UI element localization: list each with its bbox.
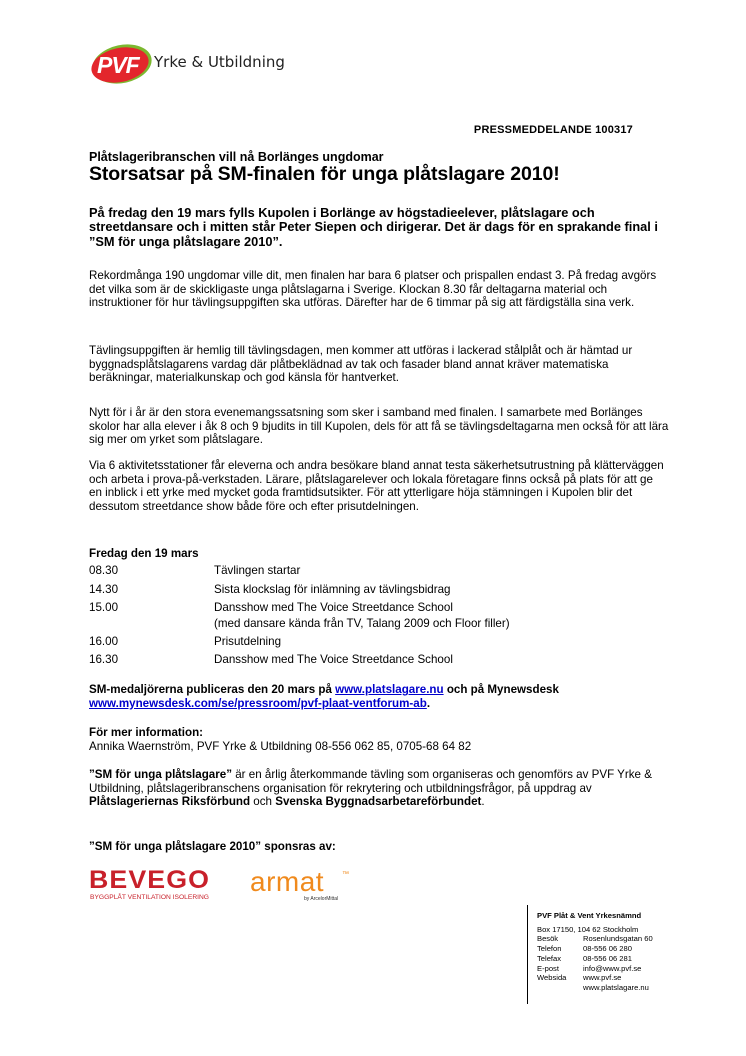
about-lead: ”SM för unga plåtslagare” (89, 768, 233, 781)
schedule-event: Dansshow med The Voice Streetdance School (214, 601, 453, 614)
schedule-event: Tävlingen startar (214, 564, 301, 577)
schedule-heading: Fredag den 19 mars (89, 547, 199, 560)
footer-org: PVF Plåt & Vent Yrkesnämnd (537, 911, 642, 920)
footer-value: 08-556 06 280 (583, 944, 632, 954)
paragraph-4: Via 6 aktivitetsstationer får eleverna och andra besökare bland annat testa säkerhetsutrustning på klätterväggen och arbeta i prova-på-verkstaden. Lärare, plåtslagarelever och lokala företagare finns också på plats för att ge en inblick i ett yrke med mycket goda framtidsutsikter. För att ytterligare höja stämningen i Kupolen blir det dessutom streetdance show både före och efter prisutdelningen. (89, 459, 664, 513)
schedule-event: (med dansare kända från TV, Talang 2009 och Floor filler) (214, 617, 510, 630)
schedule-time: 14.30 (89, 583, 119, 596)
about-text: och (250, 795, 276, 809)
logo-name: Yrke & Utbildning (154, 53, 285, 71)
bevego-name: BEVEGO (89, 866, 210, 894)
footer-key: Websida (537, 973, 567, 983)
armat-name: armat (250, 866, 325, 897)
results-text: SM-medaljörerna publiceras den 20 mars på (89, 683, 336, 696)
press-release-id: PRESSMEDDELANDE 100317 (473, 124, 633, 136)
armat-tagline: by ArcelorMittal (304, 896, 339, 902)
about-org-2: Svenska Byggnadsarbetareförbundet (275, 795, 482, 809)
footer-row (537, 983, 653, 993)
footer-value: info@www.pvf.se (583, 963, 642, 973)
paragraph-3: Nytt för i år är den stora evenemangssatsning som sker i samband med finalen. I samarbete med Borlänges skolor har alla elever i åk 8 och 9 bjudits in till Kupolen, dels för att få se tävlingsdeltagarna men också för att lära sig mer om yrket som plåtslagare. (89, 406, 669, 447)
footer-row (537, 973, 653, 983)
results-text: . (426, 696, 431, 710)
footer-address: Box 17150, 104 62 Stockholm (537, 924, 639, 934)
mynewsdesk-link[interactable]: www.mynewsdesk.com/se/pressroom/pvf-plaat-ventforum-ab (89, 696, 427, 710)
contact-heading: För mer information: (89, 726, 204, 739)
pvf-logo-mark: PVF (97, 52, 139, 78)
bevego-tagline: BYGGPLÅT VENTILATION ISOLERING (90, 894, 205, 901)
schedule-event: Sista klockslag för inlämning av tävlingsbidrag (214, 583, 451, 596)
schedule-time: 08.30 (89, 564, 119, 577)
contact-line: Annika Waernström, PVF Yrke & Utbildning 08-556 062 85, 0705-68 64 82 (89, 740, 472, 753)
kicker: Plåtslageribranschen vill nå Borlänges ungdomar (89, 150, 384, 164)
armat-logo (250, 866, 360, 906)
results-text: och på Mynewsdesk (443, 683, 559, 696)
footer-key: Telefon (537, 944, 562, 954)
schedule-time: 15.00 (89, 601, 119, 614)
about-text: är en årlig återkommande tävling som organiseras och genomförs av PVF Yrke & Utbildning, plåtslageribranschens organisation för rekrytering och utbildningsfrågor, på uppdrag av (89, 768, 652, 795)
armat-tm: ™ (342, 871, 349, 878)
sponsors-heading: ”SM för unga plåtslagare 2010” sponsras av: (89, 840, 336, 853)
headline: Storsatsar på SM-finalen för unga plåtslagare 2010! (89, 163, 560, 185)
footer-contact-block (537, 911, 653, 993)
schedule-event: Dansshow med The Voice Streetdance School (214, 653, 453, 666)
footer-row (537, 944, 653, 954)
footer-key: E-post (537, 963, 559, 973)
footer-row (537, 954, 653, 964)
footer-key: Besök (537, 934, 559, 944)
results-announcement (89, 683, 669, 710)
schedule-time: 16.00 (89, 635, 119, 648)
paragraph-2: Tävlingsuppgiften är hemlig till tävlingsdagen, men kommer att utföras i lackerad stålplåt och är hämtad ur byggnadsplåtslagarens vardag där plåtbeklädnad av tak och fasader bland annat kräver matematiska beräkningar, materialkunskap och god känsla för hantverket. (89, 344, 633, 385)
about-paragraph (89, 768, 669, 809)
about-text: . (481, 795, 485, 809)
platslagare-link[interactable]: www.platslagare.nu (335, 683, 444, 696)
bevego-logo (89, 866, 214, 902)
lead-paragraph: På fredag den 19 mars fylls Kupolen i Borlänge av högstadieelever, plåtslagare och streetdansare och i mitten står Peter Siepen och dirigerar. Det är dags för en sprakande final i ”SM för unga plåtslagare 2010”. (89, 205, 658, 249)
footer-divider (527, 905, 528, 1004)
footer-key: Telefax (537, 953, 562, 963)
footer-value: Rosenlundsgatan 60 (583, 934, 653, 944)
footer-row (537, 964, 653, 974)
about-org-1: Plåtslageriernas Riksförbund (89, 795, 251, 809)
footer-value: www.pvf.se (583, 973, 622, 983)
footer-value: 08-556 06 281 (583, 953, 632, 963)
schedule-time: 16.30 (89, 653, 119, 666)
footer-value: www.platslagare.nu (583, 982, 649, 992)
schedule-event: Prisutdelning (214, 635, 282, 648)
paragraph-1: Rekordmånga 190 ungdomar ville dit, men finalen har bara 6 platser och prispallen endast 3. På fredag avgörs det vilka som är de skickligaste unga plåtslagarna i Sverige. Klockan 8.30 får deltagarna material och instruktioner för hur tävlingsuppgiften ska utföras. Därefter har de 6 timmar på sig att färdigställa sina verk. (89, 269, 657, 310)
footer-row (537, 934, 653, 944)
